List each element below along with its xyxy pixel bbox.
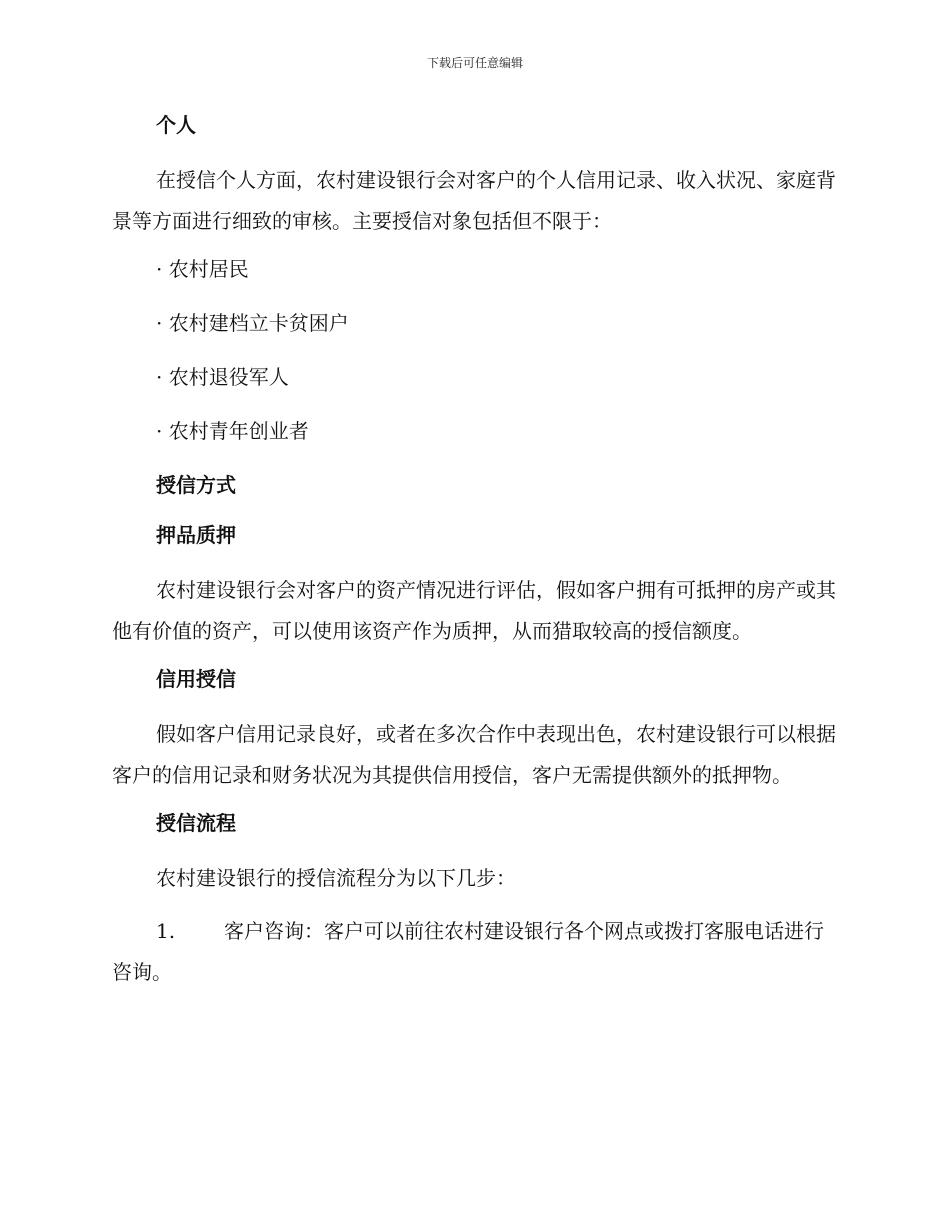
bullet-item: · 农村退役军人 bbox=[156, 365, 289, 389]
step-number: 1. bbox=[156, 919, 176, 943]
section-heading-personal: 个人 bbox=[156, 113, 196, 137]
paragraph-collateral: 农村建设银行会对客户的资产情况进行评估，假如客户拥有可抵押的房产或其他有价值的资产，可以使用该资产作为质押，从而猎取较高的授信额度。 bbox=[112, 578, 836, 643]
paragraph-process: 农村建设银行的授信流程分为以下几步： bbox=[156, 866, 516, 890]
step-item-1 bbox=[112, 911, 837, 993]
bullet-item: · 农村青年创业者 bbox=[156, 419, 309, 443]
paragraph-personal: 在授信个人方面，农村建设银行会对客户的个人信用记录、收入状况、家庭背景等方面进行细致的审核。主要授信对象包括但不限于： bbox=[112, 168, 836, 233]
section-heading-credit: 信用授信 bbox=[156, 667, 236, 691]
section-heading-process: 授信流程 bbox=[156, 811, 236, 835]
section-heading-method: 授信方式 bbox=[156, 473, 236, 497]
paragraph-credit: 假如客户信用记录良好，或者在多次合作中表现出色，农村建设银行可以根据客户的信用记录和财务状况为其提供信用授信，客户无需提供额外的抵押物。 bbox=[112, 722, 836, 787]
step-text: 客户咨询：客户可以前往农村建设银行各个网点或拨打客服电话进行咨询。 bbox=[112, 919, 824, 984]
section-heading-collateral: 押品质押 bbox=[156, 523, 236, 547]
document-body bbox=[112, 110, 837, 993]
page-header: 下载后可任意编辑 bbox=[426, 56, 523, 70]
bullet-item: · 农村建档立卡贫困户 bbox=[156, 311, 349, 335]
bullet-item: · 农村居民 bbox=[156, 257, 249, 281]
